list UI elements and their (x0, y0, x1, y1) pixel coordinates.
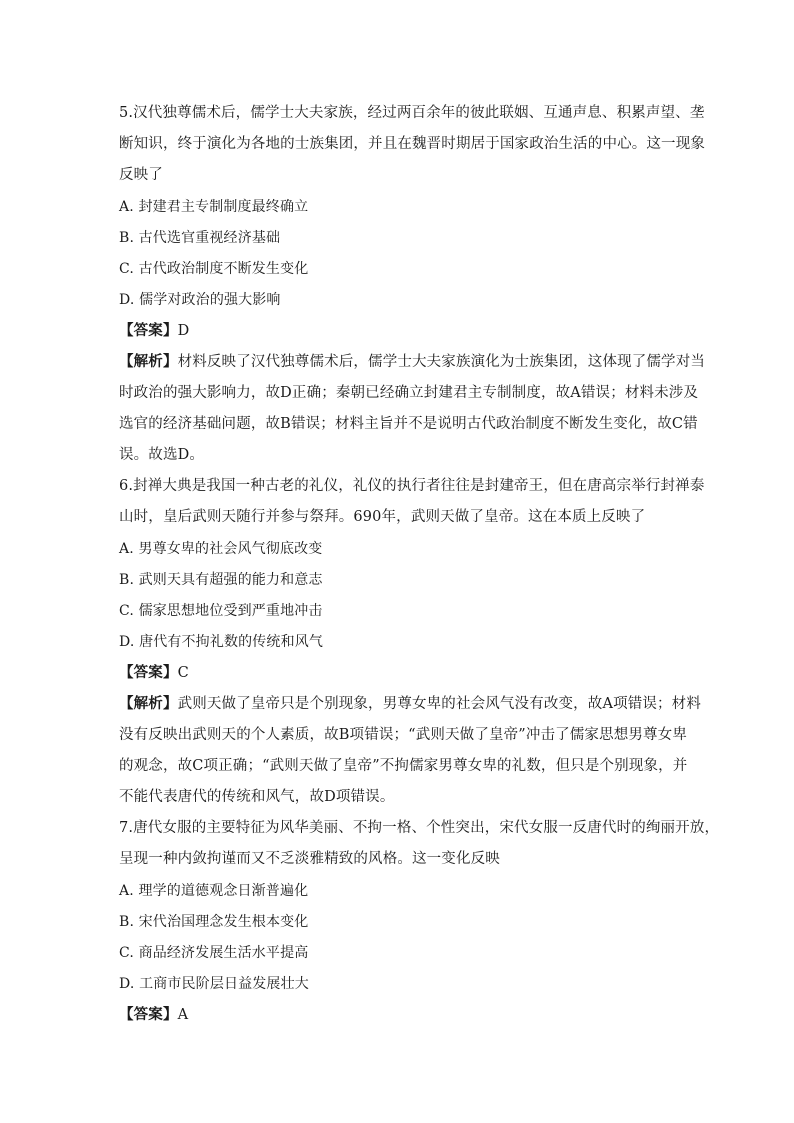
q6-option-c: C. 儒家思想地位受到严重地冲击 (119, 603, 323, 619)
q5-stem-line-1: 5.汉代独尊儒术后，儒学士大夫家族，经过两百余年的彼此联姻、互通声息、积累声望、垄 (119, 105, 705, 121)
q6-analysis-line-2: 没有反映出武则天的个人素质，故B项错误；“武则天做了皇帝”冲击了儒家思想男尊女卑 (119, 727, 687, 743)
answer-value: D (177, 323, 190, 339)
q5-analysis-line-2: 时政治的强大影响力，故D正确；秦朝已经确立封建君主专制制度，故A错误；材料未涉及 (119, 385, 699, 401)
q6-analysis-line-3: 的观念，故C项正确；“武则天做了皇帝”不拘儒家男尊女卑的礼数，但只是个别现象，并 (119, 758, 688, 774)
q6-analysis-line-4: 不能代表唐代的传统和风气，故D项错误。 (119, 789, 395, 805)
answer-label: 【答案】 (119, 664, 178, 681)
q5-analysis-line-3: 选官的经济基础问题，故B错误；材料主旨并不是说明古代政治制度不断发生变化，故C错 (119, 416, 698, 432)
q5-option-d: D. 儒学对政治的强大影响 (119, 292, 281, 308)
q7-option-a: A. 理学的道德观念日渐普遍化 (119, 883, 309, 899)
q6-option-d: D. 唐代有不拘礼数的传统和风气 (119, 634, 324, 650)
answer-value: A (177, 1007, 189, 1023)
analysis-text: 材料反映了汉代独尊儒术后，儒学士大夫家族演化为士族集团，这体现了儒学对当 (177, 354, 706, 370)
analysis-text: 武则天做了皇帝只是个别现象，男尊女卑的社会风气没有改变，故A项错误；材料 (177, 696, 701, 712)
q6-option-b: B. 武则天具有超强的能力和意志 (119, 572, 323, 588)
q5-analysis-line-4: 误。故选D。 (119, 447, 205, 463)
q5-option-c: C. 古代政治制度不断发生变化 (119, 261, 309, 277)
q7-option-d: D. 工商市民阶层日益发展壮大 (119, 976, 309, 992)
q5-option-b: B. 古代选官重视经济基础 (119, 230, 281, 246)
q6-option-a: A. 男尊女卑的社会风气彻底改变 (119, 541, 323, 557)
q7-option-b: B. 宋代治国理念发生根本变化 (119, 914, 309, 930)
q6-stem-line-2: 山时，皇后武则天随行并参与祭拜。690年，武则天做了皇帝。这在本质上反映了 (119, 509, 646, 525)
q5-stem-line-3: 反映了 (119, 167, 163, 183)
q6-stem-line-1: 6.封禅大典是我国一种古老的礼仪，礼仪的执行者往往是封建帝王，但在唐高宗举行封禅泰 (119, 478, 705, 494)
answer-label: 【答案】 (119, 1006, 178, 1023)
analysis-label: 【解析】 (119, 353, 178, 370)
q7-option-c: C. 商品经济发展生活水平提高 (119, 945, 309, 961)
q5-option-a: A. 封建君主专制制度最终确立 (119, 199, 309, 215)
q5-analysis-line-1 (119, 352, 706, 372)
q7-stem-line-1: 7.唐代女服的主要特征为风华美丽、不拘一格、个性突出，宋代女服一反唐代时的绚丽开放， (119, 820, 720, 836)
q6-answer (119, 663, 679, 683)
q5-stem-line-2: 断知识，终于演化为各地的士族集团，并且在魏晋时期居于国家政治生活的中心。这一现象 (119, 136, 705, 152)
q5-answer (119, 321, 679, 341)
analysis-label: 【解析】 (119, 695, 178, 712)
q6-analysis-line-1 (119, 694, 701, 714)
q7-answer (119, 1005, 679, 1025)
q7-stem-line-2: 呈现一种内敛拘谨而又不乏淡雅精致的风格。这一变化反映 (119, 851, 500, 867)
answer-value: C (177, 665, 189, 681)
answer-label: 【答案】 (119, 322, 178, 339)
